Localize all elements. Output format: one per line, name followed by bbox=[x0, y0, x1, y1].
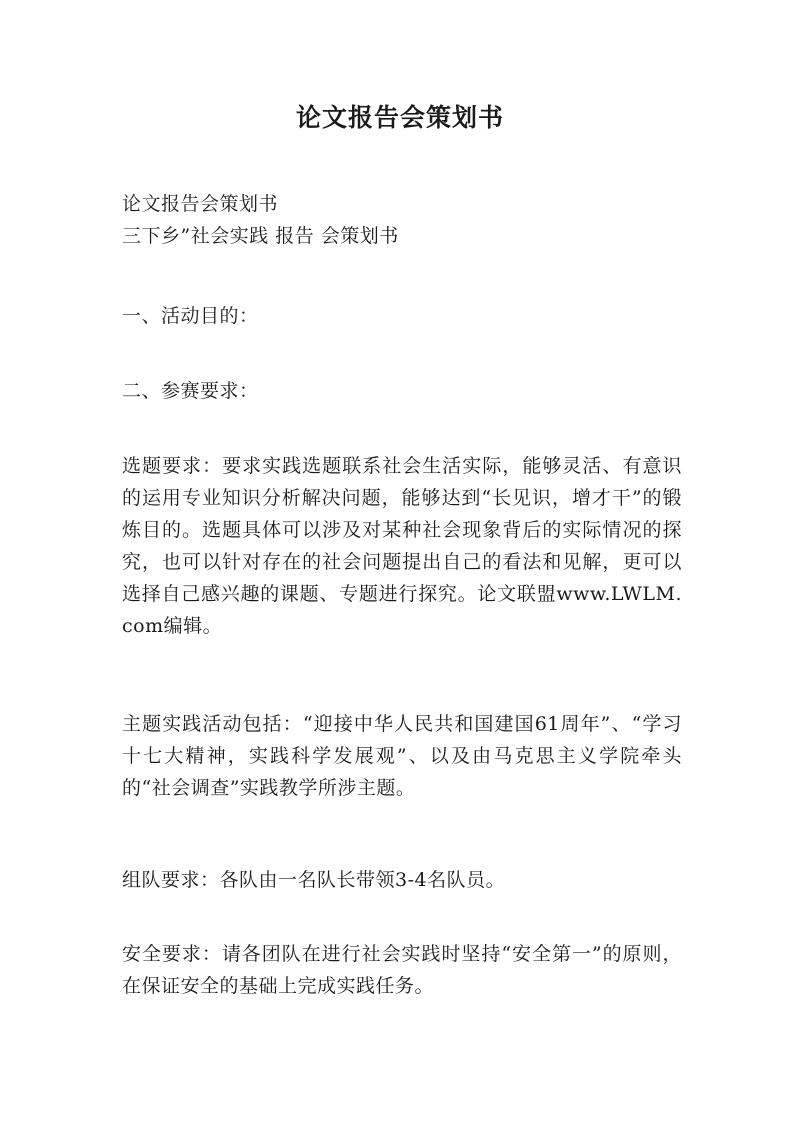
intro-line-2: 三下乡”社会实践 报告 会策划书 bbox=[122, 225, 399, 247]
document-title: 论文报告会策划书 bbox=[295, 103, 504, 132]
topic-requirement-paragraph bbox=[122, 450, 682, 642]
section-2-heading: 二、参赛要求： bbox=[122, 380, 259, 402]
section-1-heading: 一、活动目的： bbox=[122, 305, 259, 327]
theme-activities-paragraph bbox=[122, 708, 682, 804]
team-requirement-text: 组队要求：各队由一名队长带领3-4名队员。 bbox=[122, 869, 506, 891]
safety-requirement-paragraph bbox=[122, 938, 682, 1002]
theme-activities-text: 主题实践活动包括：“迎接中华人民共和国建国61周年”、“学习十七大精神，实践科学发展观”、以及由马克思主义学院牵头的“社会调查”实践教学所涉主题。 bbox=[122, 713, 682, 799]
topic-requirement-text: 选题要求：要求实践选题联系社会生活实际，能够灵活、有意识的运用专业知识分析解决问题，能够达到“长见识，增才干”的锻炼目的。选题具体可以涉及对某种社会现象背后的实际情况的探究，也可以针对存在的社会问题提出自己的看法和见解，更可以选择自己感兴趣的课题、专题进行探究。论文联盟www.LWLM.com编辑。 bbox=[122, 455, 682, 637]
intro-block bbox=[122, 188, 682, 252]
section-heading-requirements bbox=[122, 375, 682, 407]
section-heading-purpose bbox=[122, 300, 682, 332]
intro-line-1: 论文报告会策划书 bbox=[122, 193, 279, 215]
safety-requirement-text: 安全要求：请各团队在进行社会实践时坚持“安全第一”的原则，在保证安全的基础上完成实践任务。 bbox=[122, 943, 682, 997]
team-requirement-paragraph bbox=[122, 864, 682, 896]
